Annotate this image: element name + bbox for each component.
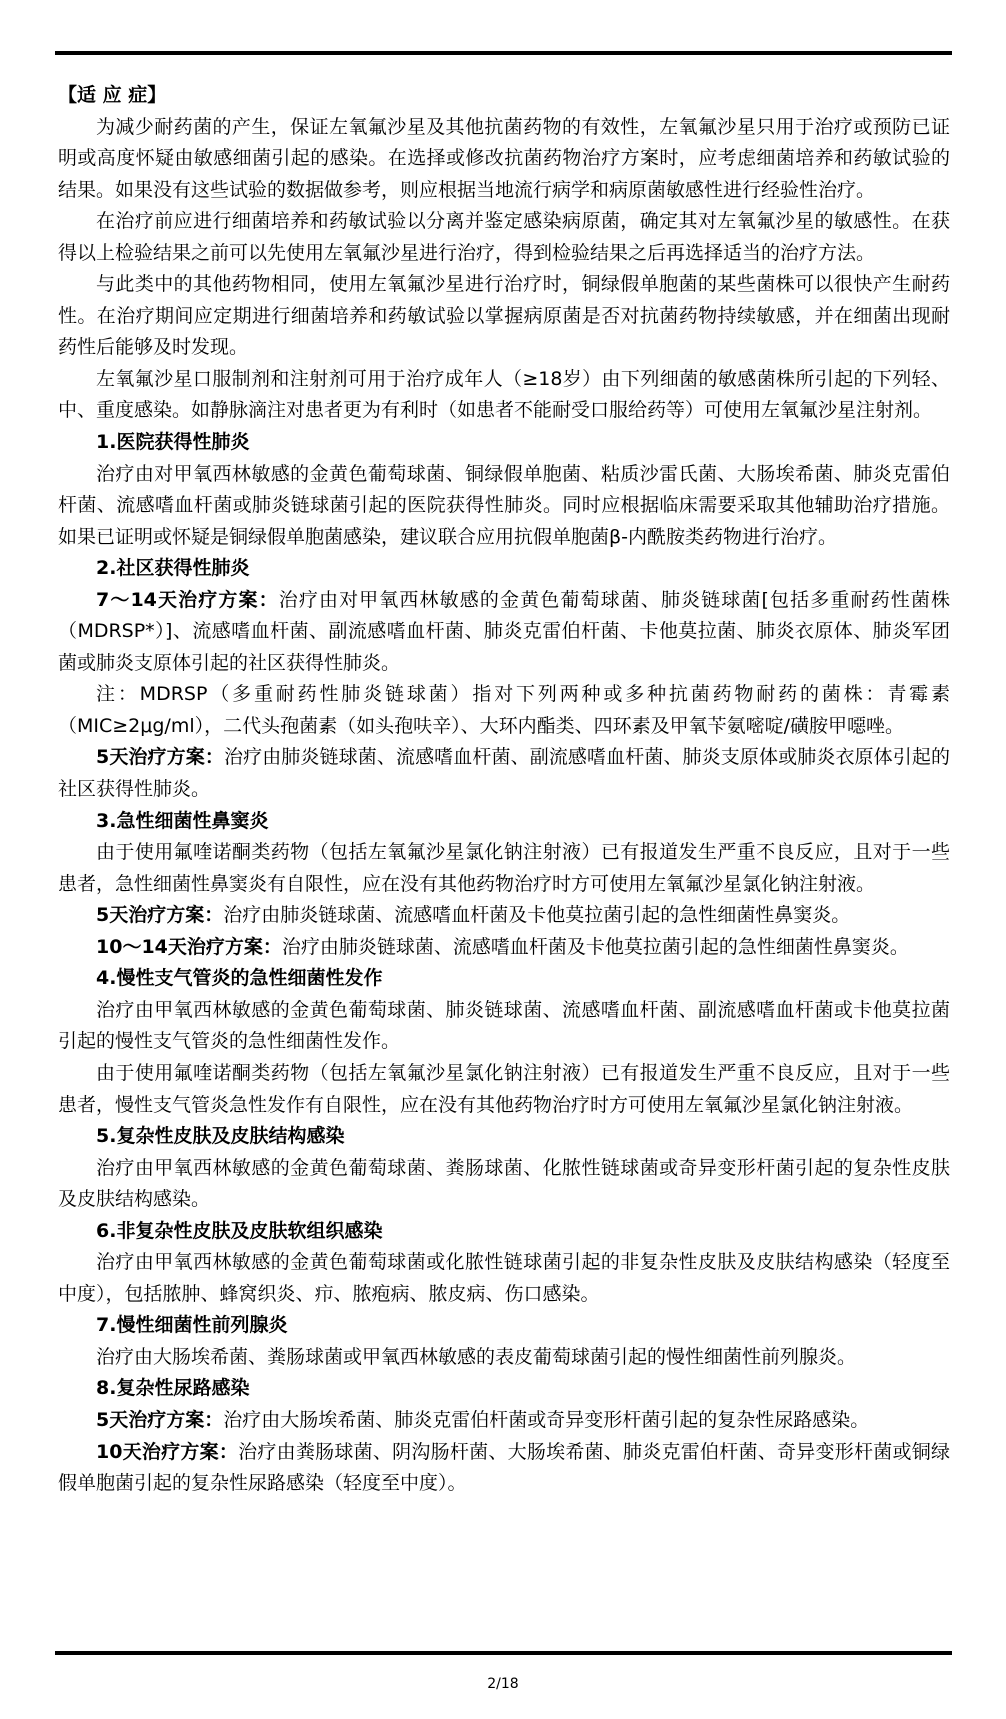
paragraph-text: 由于使用氟喹诺酮类药物（包括左氧氟沙星氯化钠注射液）已有报道发生严重不良反应，且对于一些患者，急性细菌性鼻窦炎有自限性，应在没有其他药物治疗时方可使用左氧氟沙星氯化钠注射液。	[58, 841, 950, 895]
document-body	[58, 80, 950, 1500]
paragraph-text: 2.社区获得性肺炎	[96, 557, 250, 580]
paragraph	[58, 837, 950, 900]
paragraph-text: 治疗由粪肠球菌、阴沟肠杆菌、大肠埃希菌、肺炎克雷伯杆菌、奇异变形杆菌或铜绿假单胞菌引起的复杂性尿路感染（轻度至中度）。	[58, 1440, 950, 1495]
paragraph	[58, 742, 950, 805]
paragraph	[58, 269, 950, 364]
page-number: 2/18	[487, 1676, 519, 1692]
subsection-heading	[58, 553, 950, 585]
paragraph-text: 1.医院获得性肺炎	[96, 431, 250, 454]
paragraph-text: 由于使用氟喹诺酮类药物（包括左氧氟沙星氯化钠注射液）已有报道发生严重不良反应，且对于一些患者，慢性支气管炎急性发作有自限性，应在没有其他药物治疗时方可使用左氧氟沙星氯化钠注射液。	[58, 1061, 950, 1116]
paragraph	[58, 459, 950, 554]
paragraph-text: 3.急性细菌性鼻窦炎	[96, 809, 269, 832]
regimen-label: 5天治疗方案：	[96, 746, 224, 769]
subsection-heading	[58, 806, 950, 838]
paragraph	[58, 1437, 950, 1500]
subsection-heading	[58, 1373, 950, 1405]
paragraph-text: 治疗由甲氧西林敏感的金黄色葡萄球菌或化脓性链球菌引起的非复杂性皮肤及皮肤结构感染（轻度至中度），包括脓肿、蜂窝织炎、疖、脓疱病、脓皮病、伤口感染。	[58, 1251, 950, 1305]
subsection-heading	[58, 1310, 950, 1342]
footer-rule	[55, 1651, 952, 1655]
paragraph-text: 治疗由肺炎链球菌、流感嗜血杆菌及卡他莫拉菌引起的急性细菌性鼻窦炎。	[281, 935, 909, 958]
paragraph-text: 治疗由肺炎链球菌、流感嗜血杆菌、副流感嗜血杆菌、肺炎支原体或肺炎衣原体引起的社区获得性肺炎。	[58, 746, 950, 801]
paragraph-text: 8.复杂性尿路感染	[96, 1377, 250, 1400]
paragraph-text: 为减少耐药菌的产生，保证左氧氟沙星及其他抗菌药物的有效性，左氧氟沙星只用于治疗或预防已证明或高度怀疑由敏感细菌引起的感染。在选择或修改抗菌药物治疗方案时，应考虑细菌培养和药敏试验的结果。如果没有这些试验的数据做参考，则应根据当地流行病学和病原菌敏感性进行经验性治疗。	[58, 115, 950, 201]
paragraph-text: 治疗由对甲氧西林敏感的金黄色葡萄球菌、铜绿假单胞菌、粘质沙雷氏菌、大肠埃希菌、肺炎克雷伯杆菌、流感嗜血杆菌或肺炎链球菌引起的医院获得性肺炎。同时应根据临床需要采取其他辅助治疗措施。如果已证明或怀疑是铜绿假单胞菌感染，建议联合应用抗假单胞菌β-内酰胺类药物进行治疗。	[58, 462, 950, 548]
paragraph	[58, 1153, 950, 1216]
paragraph	[58, 1247, 950, 1310]
paragraph-text: 6.非复杂性皮肤及皮肤软组织感染	[96, 1219, 383, 1242]
regimen-label: 7～14天治疗方案：	[96, 588, 279, 611]
paragraph-text: 与此类中的其他药物相同，使用左氧氟沙星进行治疗时，铜绿假单胞菌的某些菌株可以很快产生耐药性。在治疗期间应定期进行细菌培养和药敏试验以掌握病原菌是否对抗菌药物持续敏感，并在细菌出现耐药性后能够及时发现。	[58, 273, 950, 359]
paragraph	[58, 1405, 950, 1437]
paragraph-text: 治疗由大肠埃希菌、肺炎克雷伯杆菌或奇异变形杆菌引起的复杂性尿路感染。	[223, 1408, 870, 1431]
paragraph	[58, 995, 950, 1058]
paragraph-text: 治疗由肺炎链球菌、流感嗜血杆菌及卡他莫拉菌引起的急性细菌性鼻窦炎。	[223, 904, 851, 927]
paragraph	[58, 585, 950, 680]
regimen-label: 5天治疗方案：	[96, 904, 224, 927]
paragraph-text: 治疗由大肠埃希菌、粪肠球菌或甲氧西林敏感的表皮葡萄球菌引起的慢性细菌性前列腺炎。	[96, 1345, 857, 1368]
regimen-label: 10～14天治疗方案：	[96, 935, 282, 958]
regimen-label: 10天治疗方案：	[96, 1440, 239, 1463]
paragraph	[58, 932, 950, 964]
paragraph	[58, 900, 950, 932]
paragraph-text: 治疗由甲氧西林敏感的金黄色葡萄球菌、肺炎链球菌、流感嗜血杆菌、副流感嗜血杆菌或卡他莫拉菌引起的慢性支气管炎的急性细菌性发作。	[58, 998, 950, 1053]
section-title: 【适 应 症】	[58, 84, 167, 106]
paragraph-text: 治疗由甲氧西林敏感的金黄色葡萄球菌、粪肠球菌、化脓性链球菌或奇异变形杆菌引起的复杂性皮肤及皮肤结构感染。	[58, 1156, 950, 1211]
subsection-heading	[58, 1216, 950, 1248]
header-rule	[55, 51, 952, 55]
paragraph-text: 5.复杂性皮肤及皮肤结构感染	[96, 1125, 345, 1148]
paragraph	[58, 1058, 950, 1121]
regimen-label: 5天治疗方案：	[96, 1408, 224, 1431]
paragraph-text: 在治疗前应进行细菌培养和药敏试验以分离并鉴定感染病原菌，确定其对左氧氟沙星的敏感性。在获得以上检验结果之前可以先使用左氧氟沙星进行治疗，得到检验结果之后再选择适当的治疗方法。	[58, 210, 950, 264]
paragraph	[58, 112, 950, 207]
paragraph	[58, 679, 950, 742]
paragraph-text: 4.慢性支气管炎的急性细菌性发作	[96, 967, 383, 990]
paragraph-text: 注：MDRSP（多重耐药性肺炎链球菌）指对下列两种或多种抗菌药物耐药的菌株：青霉素（MIC≥2μg/ml），二代头孢菌素（如头孢呋辛）、大环内酯类、四环素及甲氧苄氨嘧啶/磺胺甲噁唑。	[58, 683, 950, 737]
paragraph	[58, 1342, 950, 1374]
paragraph-text: 治疗由对甲氧西林敏感的金黄色葡萄球菌、肺炎链球菌[包括多重耐药性菌株（MDRSP*）]、流感嗜血杆菌、副流感嗜血杆菌、肺炎克雷伯杆菌、卡他莫拉菌、肺炎衣原体、肺炎军团菌或肺炎支原体引起的社区获得性肺炎。	[58, 588, 950, 674]
paragraph	[58, 364, 950, 427]
paragraph-text: 7.慢性细菌性前列腺炎	[96, 1314, 288, 1337]
subsection-heading	[58, 1121, 950, 1153]
paragraph-text: 左氧氟沙星口服制剂和注射剂可用于治疗成年人（≥18岁）由下列细菌的敏感菌株所引起的下列轻、中、重度感染。如静脉滴注对患者更为有利时（如患者不能耐受口服给药等）可使用左氧氟沙星注射剂。	[58, 367, 950, 422]
subsection-heading	[58, 427, 950, 459]
paragraph	[58, 206, 950, 269]
subsection-heading	[58, 963, 950, 995]
